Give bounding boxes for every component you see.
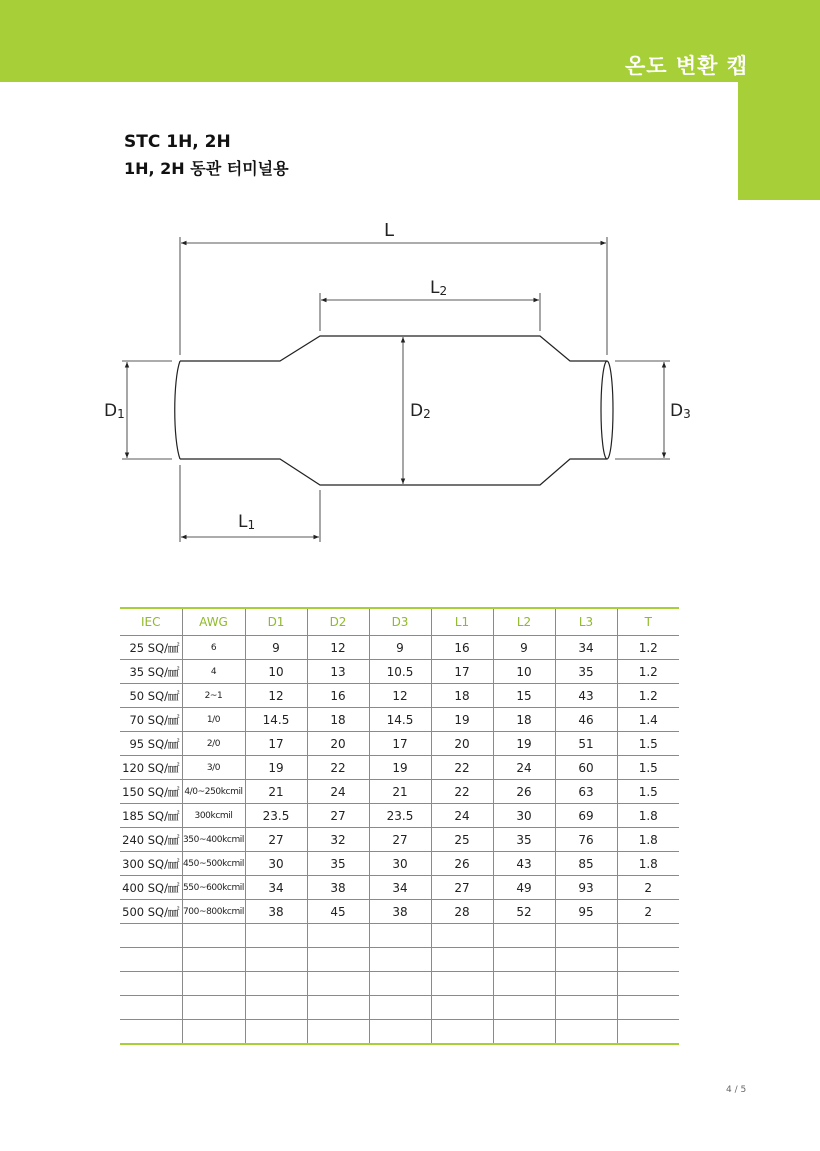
table-cell-l3: 93 xyxy=(555,876,617,900)
table-cell-l1: 28 xyxy=(431,900,493,924)
table-cell-awg: 550~600kcmil xyxy=(182,876,245,900)
table-cell-d3: 17 xyxy=(369,732,431,756)
table-cell-awg: 2~1 xyxy=(182,684,245,708)
table-cell-l2 xyxy=(493,1020,555,1045)
label-L1: L1 xyxy=(238,512,256,532)
table-cell-awg: 4 xyxy=(182,660,245,684)
table-cell-l3: 85 xyxy=(555,852,617,876)
table-cell-d1: 19 xyxy=(245,756,307,780)
table-cell-d2 xyxy=(307,1020,369,1045)
table-cell-l1 xyxy=(431,1020,493,1045)
table-cell-iec xyxy=(120,1020,182,1045)
table-cell-l2: 35 xyxy=(493,828,555,852)
label-L2: L2 xyxy=(430,278,448,298)
table-cell-d1: 17 xyxy=(245,732,307,756)
table-cell-d2 xyxy=(307,948,369,972)
table-row xyxy=(120,636,679,660)
table-cell-l2 xyxy=(493,996,555,1020)
column-header-t: T xyxy=(617,608,679,636)
table-cell-l2 xyxy=(493,948,555,972)
table-cell-d1 xyxy=(245,996,307,1020)
table-cell-d2: 38 xyxy=(307,876,369,900)
table-row xyxy=(120,780,679,804)
table-cell-awg: 350~400kcmil xyxy=(182,828,245,852)
table-cell-l3: 95 xyxy=(555,900,617,924)
table-cell-d1 xyxy=(245,948,307,972)
table-cell-d3: 38 xyxy=(369,900,431,924)
table-cell-iec: 185 SQ/㎟ xyxy=(120,804,182,828)
table-cell-d2 xyxy=(307,972,369,996)
table-cell-awg: 700~800kcmil xyxy=(182,900,245,924)
page-number: 4 / 5 xyxy=(726,1085,747,1095)
dimension-diagram xyxy=(0,200,820,550)
table-body xyxy=(120,636,679,1045)
table-cell-l1: 22 xyxy=(431,756,493,780)
table-row xyxy=(120,828,679,852)
table-cell-iec: 50 SQ/㎟ xyxy=(120,684,182,708)
table-cell-t xyxy=(617,972,679,996)
table-cell-awg xyxy=(182,996,245,1020)
table-cell-d3 xyxy=(369,948,431,972)
table-cell-d1: 12 xyxy=(245,684,307,708)
table-cell-l3: 51 xyxy=(555,732,617,756)
table-cell-t: 1.5 xyxy=(617,732,679,756)
table-cell-awg xyxy=(182,1020,245,1045)
table-row xyxy=(120,732,679,756)
table-row xyxy=(120,996,679,1020)
column-header-d1: D1 xyxy=(245,608,307,636)
table-cell-l3: 63 xyxy=(555,780,617,804)
table-cell-t xyxy=(617,948,679,972)
table-cell-t: 2 xyxy=(617,876,679,900)
table-cell-l1: 18 xyxy=(431,684,493,708)
column-header-d3: D3 xyxy=(369,608,431,636)
table-row xyxy=(120,948,679,972)
extension-lines xyxy=(122,237,670,542)
table-row xyxy=(120,660,679,684)
table-cell-d3: 19 xyxy=(369,756,431,780)
table-cell-l1: 17 xyxy=(431,660,493,684)
table-row xyxy=(120,876,679,900)
table-cell-l1: 27 xyxy=(431,876,493,900)
table-cell-l3 xyxy=(555,924,617,948)
table-cell-l1: 22 xyxy=(431,780,493,804)
column-header-l3: L3 xyxy=(555,608,617,636)
table-cell-t: 1.2 xyxy=(617,684,679,708)
table-cell-awg: 2/0 xyxy=(182,732,245,756)
table-cell-awg: 450~500kcmil xyxy=(182,852,245,876)
table-cell-t: 1.2 xyxy=(617,636,679,660)
table-cell-d1: 30 xyxy=(245,852,307,876)
table-cell-d2: 32 xyxy=(307,828,369,852)
table-cell-l3: 35 xyxy=(555,660,617,684)
table-cell-d3: 9 xyxy=(369,636,431,660)
table-cell-d2 xyxy=(307,996,369,1020)
table-cell-t xyxy=(617,1020,679,1045)
table-cell-l3: 76 xyxy=(555,828,617,852)
table-cell-d2: 13 xyxy=(307,660,369,684)
table-cell-t: 1.8 xyxy=(617,828,679,852)
table-cell-d3: 21 xyxy=(369,780,431,804)
table-cell-l1: 16 xyxy=(431,636,493,660)
table-cell-d1: 38 xyxy=(245,900,307,924)
sleeve-outline xyxy=(175,336,613,485)
table-cell-l3: 69 xyxy=(555,804,617,828)
table-cell-d2: 27 xyxy=(307,804,369,828)
table-cell-t: 1.8 xyxy=(617,852,679,876)
column-header-l2: L2 xyxy=(493,608,555,636)
table-cell-l1: 26 xyxy=(431,852,493,876)
table-cell-d2: 35 xyxy=(307,852,369,876)
table-cell-t: 1.5 xyxy=(617,780,679,804)
table-cell-iec: 300 SQ/㎟ xyxy=(120,852,182,876)
table-cell-l2 xyxy=(493,972,555,996)
table-cell-l3: 43 xyxy=(555,684,617,708)
table-cell-l2: 43 xyxy=(493,852,555,876)
table-cell-d1: 9 xyxy=(245,636,307,660)
table-cell-d2: 18 xyxy=(307,708,369,732)
table-row xyxy=(120,756,679,780)
table-cell-d3 xyxy=(369,972,431,996)
table-cell-d1 xyxy=(245,1020,307,1045)
table-cell-l3: 34 xyxy=(555,636,617,660)
table-cell-awg xyxy=(182,924,245,948)
table-cell-d3 xyxy=(369,996,431,1020)
table-cell-l3 xyxy=(555,948,617,972)
table-cell-awg: 3/0 xyxy=(182,756,245,780)
table-cell-d3: 34 xyxy=(369,876,431,900)
table-cell-d3: 14.5 xyxy=(369,708,431,732)
table-cell-t xyxy=(617,924,679,948)
table-cell-t xyxy=(617,996,679,1020)
table-row xyxy=(120,852,679,876)
table-cell-iec xyxy=(120,996,182,1020)
table-cell-d3: 10.5 xyxy=(369,660,431,684)
table-cell-iec: 150 SQ/㎟ xyxy=(120,780,182,804)
table-cell-d1: 10 xyxy=(245,660,307,684)
table-cell-d3: 23.5 xyxy=(369,804,431,828)
table-cell-iec: 240 SQ/㎟ xyxy=(120,828,182,852)
dimension-arrows xyxy=(127,243,664,537)
header-banner-tab xyxy=(738,82,820,200)
table-cell-iec: 35 SQ/㎟ xyxy=(120,660,182,684)
table-cell-t: 1.2 xyxy=(617,660,679,684)
table-cell-d2: 22 xyxy=(307,756,369,780)
table-row xyxy=(120,708,679,732)
table-cell-l2: 26 xyxy=(493,780,555,804)
table-cell-d1: 21 xyxy=(245,780,307,804)
table-cell-l3 xyxy=(555,1020,617,1045)
table-cell-l3 xyxy=(555,972,617,996)
table-row xyxy=(120,684,679,708)
table-cell-awg xyxy=(182,972,245,996)
label-D1: D1 xyxy=(104,401,125,421)
table-row xyxy=(120,1020,679,1045)
table-cell-iec: 70 SQ/㎟ xyxy=(120,708,182,732)
spec-table xyxy=(120,607,679,1045)
table-cell-t: 1.4 xyxy=(617,708,679,732)
column-header-l1: L1 xyxy=(431,608,493,636)
table-cell-l2: 30 xyxy=(493,804,555,828)
table-cell-l3: 60 xyxy=(555,756,617,780)
table-cell-d3: 12 xyxy=(369,684,431,708)
table-cell-l1: 25 xyxy=(431,828,493,852)
table-cell-d2: 12 xyxy=(307,636,369,660)
table-cell-iec: 95 SQ/㎟ xyxy=(120,732,182,756)
table-cell-d2: 45 xyxy=(307,900,369,924)
table-cell-d3: 30 xyxy=(369,852,431,876)
table-row xyxy=(120,804,679,828)
table-cell-l2: 10 xyxy=(493,660,555,684)
table-cell-l2: 18 xyxy=(493,708,555,732)
table-cell-d2: 24 xyxy=(307,780,369,804)
table-cell-t: 2 xyxy=(617,900,679,924)
table-cell-d1: 27 xyxy=(245,828,307,852)
table-cell-d2 xyxy=(307,924,369,948)
table-cell-iec xyxy=(120,948,182,972)
table-cell-t: 1.8 xyxy=(617,804,679,828)
table-cell-l2: 49 xyxy=(493,876,555,900)
table-cell-l2 xyxy=(493,924,555,948)
table-cell-l1: 24 xyxy=(431,804,493,828)
table-cell-iec: 400 SQ/㎟ xyxy=(120,876,182,900)
table-cell-l1 xyxy=(431,996,493,1020)
table-cell-awg xyxy=(182,948,245,972)
table-cell-l1 xyxy=(431,972,493,996)
table-cell-awg: 1/0 xyxy=(182,708,245,732)
table-cell-l2: 19 xyxy=(493,732,555,756)
label-L: L xyxy=(384,220,395,241)
column-header-iec: IEC xyxy=(120,608,182,636)
product-title: STC 1H, 2H xyxy=(124,132,231,152)
table-cell-iec xyxy=(120,972,182,996)
table-header-row xyxy=(120,608,679,636)
label-D2: D2 xyxy=(410,401,431,421)
table-cell-awg: 300kcmil xyxy=(182,804,245,828)
table-cell-l1 xyxy=(431,924,493,948)
table-cell-l1: 20 xyxy=(431,732,493,756)
table-cell-l1: 19 xyxy=(431,708,493,732)
table-cell-l2: 9 xyxy=(493,636,555,660)
table-row xyxy=(120,972,679,996)
column-header-d2: D2 xyxy=(307,608,369,636)
table-cell-d2: 20 xyxy=(307,732,369,756)
table-cell-iec: 500 SQ/㎟ xyxy=(120,900,182,924)
table-cell-d2: 16 xyxy=(307,684,369,708)
table-cell-d3 xyxy=(369,1020,431,1045)
table-cell-d3: 27 xyxy=(369,828,431,852)
table-cell-d1: 14.5 xyxy=(245,708,307,732)
table-cell-l2: 15 xyxy=(493,684,555,708)
table-cell-d1: 23.5 xyxy=(245,804,307,828)
table-cell-iec xyxy=(120,924,182,948)
table-row xyxy=(120,900,679,924)
table-cell-d1 xyxy=(245,972,307,996)
product-subtitle: 1H, 2H 동관 터미널용 xyxy=(124,159,289,178)
banner-title: 온도 변환 캡 xyxy=(624,54,748,78)
table-cell-awg: 6 xyxy=(182,636,245,660)
table-cell-l1 xyxy=(431,948,493,972)
table-cell-iec: 120 SQ/㎟ xyxy=(120,756,182,780)
table-cell-l2: 52 xyxy=(493,900,555,924)
column-header-awg: AWG xyxy=(182,608,245,636)
table-cell-l3: 46 xyxy=(555,708,617,732)
table-cell-t: 1.5 xyxy=(617,756,679,780)
table-cell-iec: 25 SQ/㎟ xyxy=(120,636,182,660)
table-cell-l3 xyxy=(555,996,617,1020)
table-cell-l2: 24 xyxy=(493,756,555,780)
label-D3: D3 xyxy=(670,401,691,421)
table-cell-awg: 4/0~250kcmil xyxy=(182,780,245,804)
table-cell-d1: 34 xyxy=(245,876,307,900)
table-row xyxy=(120,924,679,948)
table-cell-d3 xyxy=(369,924,431,948)
table-cell-d1 xyxy=(245,924,307,948)
